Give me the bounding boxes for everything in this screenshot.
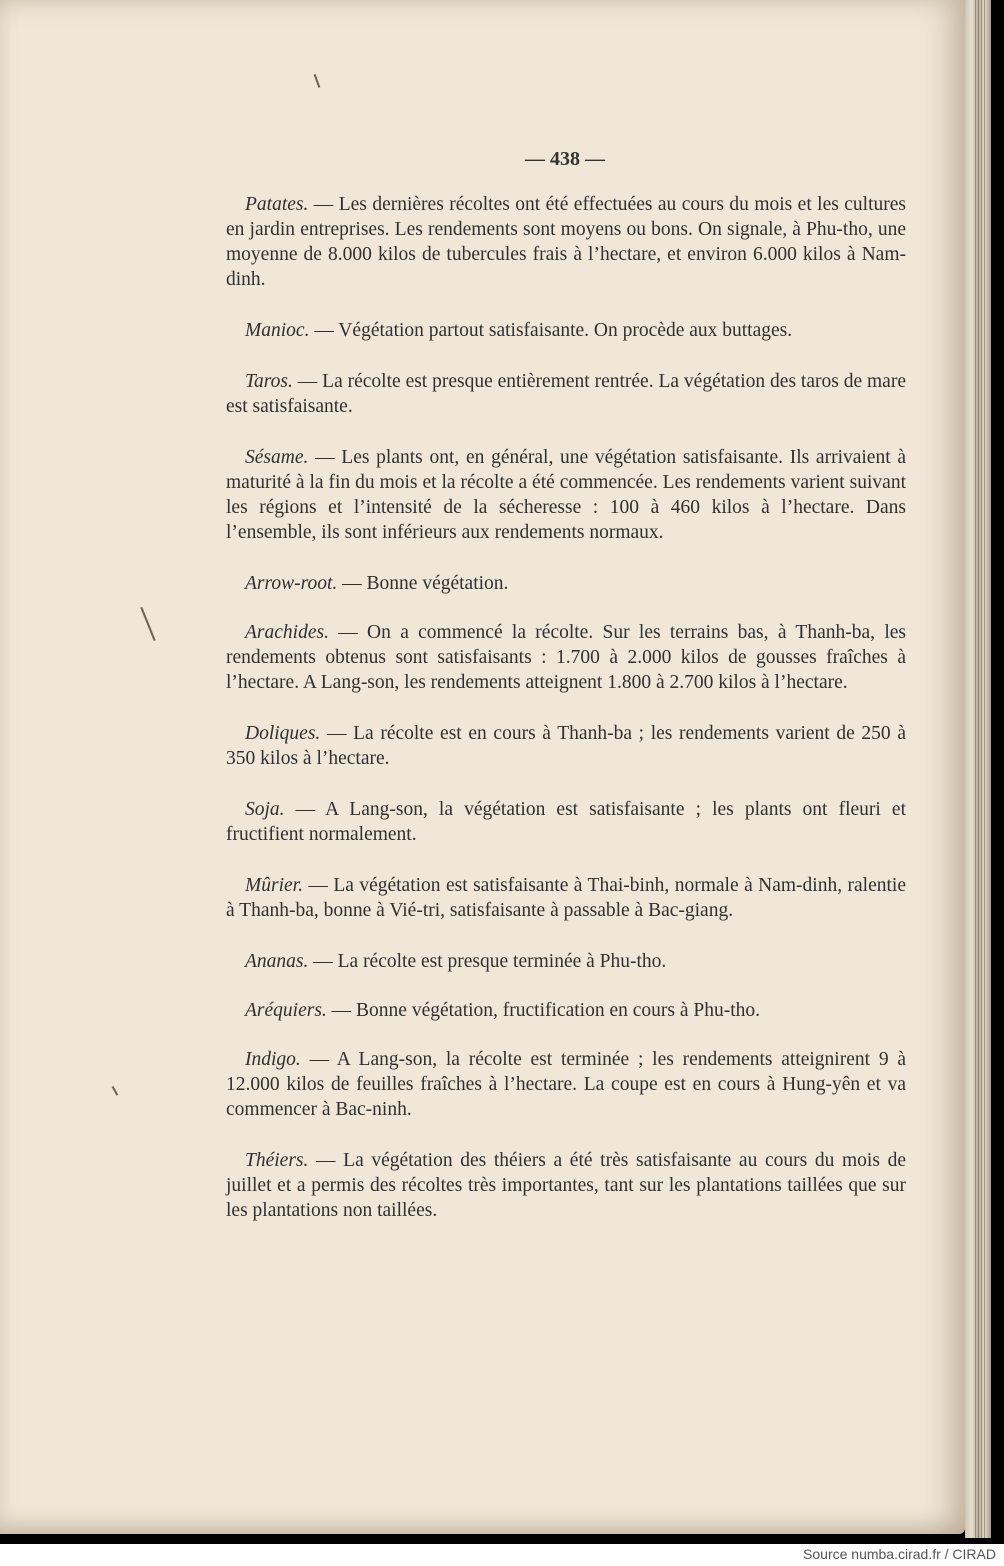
entry-paragraph [226,445,906,545]
entry-text: — On a commencé la récolte. Sur les terrains bas, à Thanh-ba, les rendements obtenus sont satisfaisants : 1.700 à 2.000 kilos de gousses fraîches à l’hectare. A Lang-son, les rendements atteignent 1.800 à 2.700 kilos à l’hectare. [226,622,906,693]
source-credit: Source numba.cirad.fr / CIRAD [803,1546,996,1562]
entry-paragraph [226,721,906,771]
entry-paragraph [226,1148,906,1223]
entry-paragraph [226,318,906,343]
entry-term: Aréquiers. [245,1000,327,1021]
page-stack-lines [975,0,985,1538]
entry-paragraph [226,949,906,974]
entry-text: — Bonne végétation, fructification en cours à Phu-tho. [326,1000,760,1021]
entry-term: Taros. [245,371,293,392]
entry-term: Doliques. [245,723,321,744]
entry-text: — Les dernières récoltes ont été effectuées au cours du mois et les cultures en jardin entreprises. Les rendements sont moyens ou bons. On signale, à Phu-tho, une moyenne de 8.000 kilos de tubercules frais à l’hectare, et environ 6.000 kilos à Nam-dinh. [226,194,906,290]
entry-term: Indigo. [245,1049,301,1070]
entry-text: — La récolte est presque entièrement rentrée. La végétation des taros de mare est satisfaisante. [226,371,906,417]
entry-term: Arachides. [245,622,329,643]
entry-paragraph [226,192,906,292]
entry-paragraph [226,571,906,596]
entry-text: — A Lang-son, la végétation est satisfaisante ; les plants ont fleuri et fructifient normalement. [226,799,906,845]
entry-paragraph [226,369,906,419]
entry-text: — La végétation des théiers a été très satisfaisante au cours du mois de juillet et a permis des récoltes très importantes, tant sur les plantations taillées que sur les plantations non taillées. [226,1150,906,1221]
entry-term: Soja. [245,799,285,820]
entry-term: Sésame. [245,447,309,468]
entry-term: Manioc. [245,320,310,341]
entry-term: Mûrier. [245,875,303,896]
entry-paragraph [226,797,906,847]
entry-text: — Les plants ont, en général, une végétation satisfaisante. Ils arrivaient à maturité à la fin du mois et la récolte a été commencée. Les rendements varient suivant les régions et l’intensité de la sécheresse : 100 à 460 kilos à l’hectare. Dans l’ensemble, ils sont inférieurs aux rendements normaux. [226,447,906,543]
entry-text: — Bonne végétation. [337,573,509,594]
document-body [226,192,906,1249]
entry-paragraph [226,1047,906,1122]
page-number: — 438 — [525,148,605,170]
entry-paragraph [226,998,906,1023]
entry-paragraph [226,873,906,923]
entry-text: — A Lang-son, la récolte est terminée ; les rendements atteignirent 9 à 12.000 kilos de feuilles fraîches à l’hectare. La coupe est en cours à Hung-yên et va commencer à Bac-ninh. [226,1049,906,1120]
entry-term: Théiers. [245,1150,309,1171]
entry-term: Ananas. [245,951,309,972]
entry-term: Patates. [245,194,309,215]
entry-text: — La récolte est presque terminée à Phu-tho. [308,951,667,972]
entry-text: — Végétation partout satisfaisante. On procède aux buttages. [309,320,793,341]
entry-paragraph [226,620,906,695]
entry-text: — La récolte est en cours à Thanh-ba ; les rendements varient de 250 à 350 kilos à l’hectare. [226,723,906,769]
entry-term: Arrow-root. [245,573,338,594]
entry-text: — La végétation est satisfaisante à Thai-binh, normale à Nam-dinh, ralentie à Thanh-ba, bonne à Vié-tri, satisfaisante à passable à Bac-giang. [226,875,906,921]
